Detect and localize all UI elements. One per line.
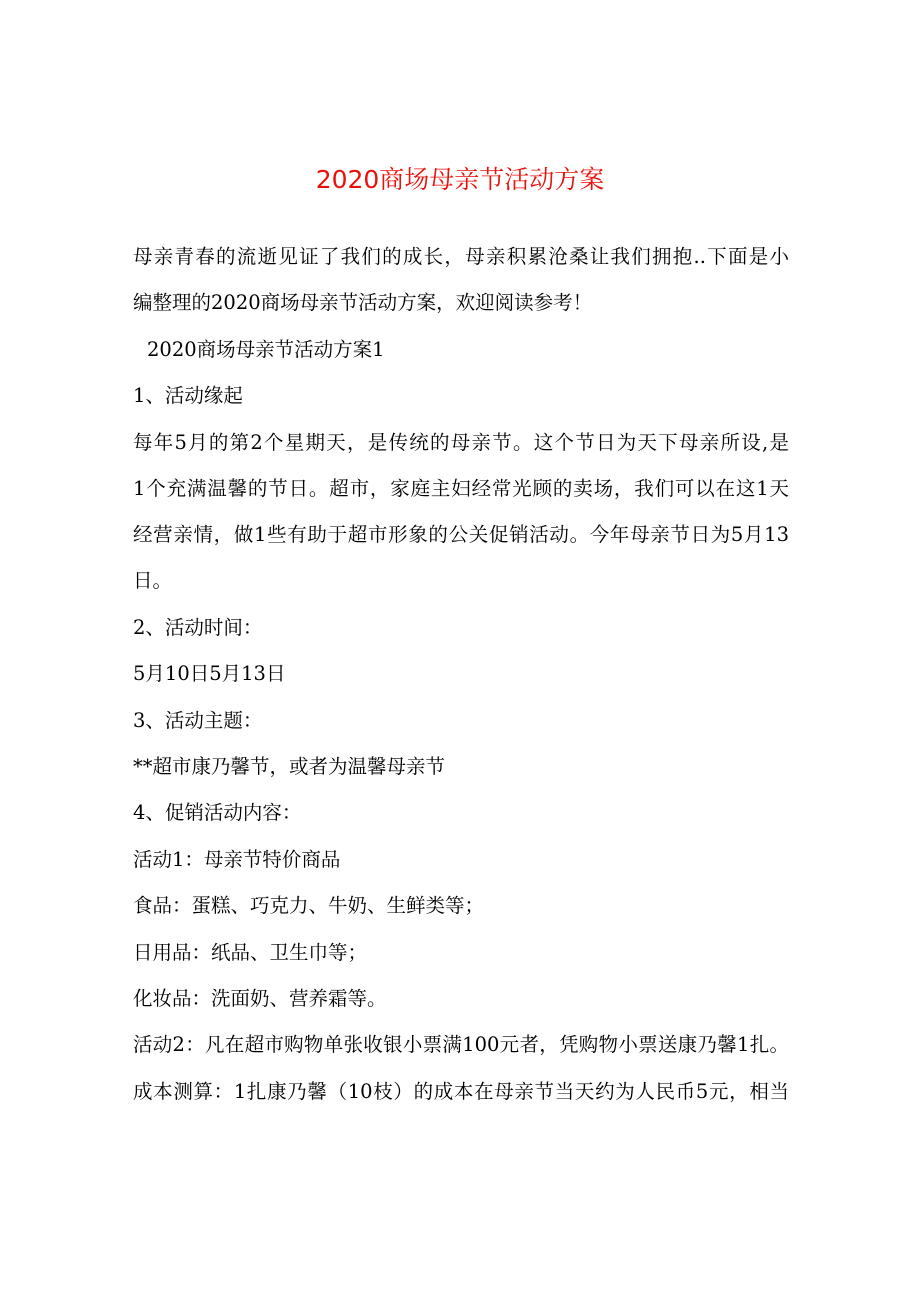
paragraph-line: 1个充满温馨的节日。超市，家庭主妇经常光顾的卖场，我们可以在这1天: [133, 477, 789, 500]
paragraph-line: 5月10日5月13日: [133, 662, 286, 685]
paragraph-line: 母亲青春的流逝见证了我们的成长，母亲积累沧桑让我们拥抱..下面是小: [133, 245, 789, 268]
paragraph-line: 经营亲情，做1些有助于超市形象的公关促销活动。今年母亲节日为5月13: [133, 523, 789, 546]
paragraph-line: 日。: [133, 569, 173, 592]
item-heading: 2、活动时间：: [133, 616, 263, 639]
paragraph-line: **超市康乃馨节，或者为温馨母亲节: [133, 755, 446, 778]
paragraph-line: 日用品：纸品、卫生巾等；: [133, 941, 368, 964]
item-heading: 3、活动主题：: [133, 709, 263, 732]
paragraph-line: 活动2：凡在超市购物单张收银小票满100元者，凭购物小票送康乃馨1扎。: [133, 1033, 789, 1056]
paragraph-line: 每年5月的第2个星期天，是传统的母亲节。这个节日为天下母亲所设,是: [133, 431, 789, 454]
item-heading: 4、促销活动内容：: [133, 801, 302, 824]
paragraph-line: 成本测算：1扎康乃馨（10枝）的成本在母亲节当天约为人民币5元，相当: [133, 1080, 789, 1103]
section-heading: 2020商场母亲节活动方案1: [147, 338, 385, 361]
paragraph-line: 化妆品：洗面奶、营养霜等。: [133, 987, 387, 1010]
paragraph-line: 活动1：母亲节特价商品: [133, 848, 341, 871]
item-heading: 1、活动缘起: [133, 384, 243, 407]
paragraph-line: 食品：蛋糕、巧克力、牛奶、生鲜类等；: [133, 894, 485, 917]
document-title: 2020商场母亲节活动方案: [315, 165, 605, 194]
paragraph-line: 编整理的2020商场母亲节活动方案，欢迎阅读参考！: [133, 291, 593, 314]
